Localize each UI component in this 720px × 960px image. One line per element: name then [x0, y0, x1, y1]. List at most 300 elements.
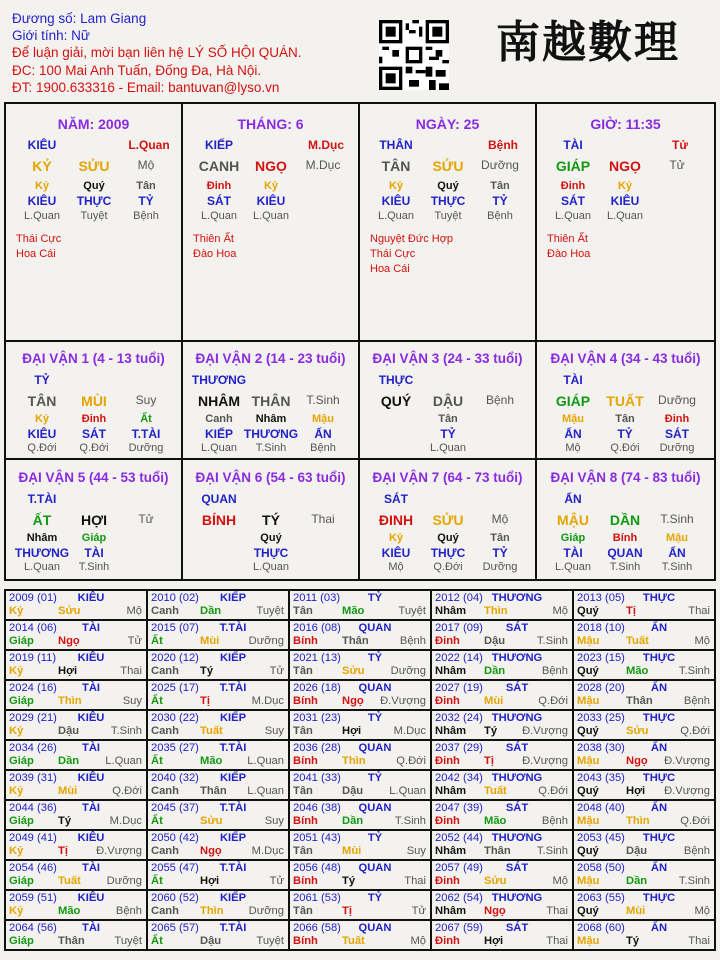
year-stage: Tuyệt	[256, 935, 284, 947]
year-cell	[573, 620, 715, 650]
year-chi: Dần	[484, 665, 506, 677]
year-stage: Thai	[688, 935, 710, 947]
year-can: Giáp	[9, 815, 34, 827]
dai-van-stage: Q.Đới	[610, 442, 640, 454]
year-can: Kỷ	[9, 725, 24, 737]
dai-van-can: GIÁP	[555, 393, 591, 409]
year-stage: M.Dục	[251, 845, 284, 857]
year-ten-god: KIÊU	[77, 772, 105, 784]
year-ten-god: T.TÀI	[219, 802, 247, 814]
year-label: 2030 (22)	[151, 712, 199, 724]
dai-van-top: THỰC	[378, 373, 414, 387]
year-label: 2020 (12)	[151, 652, 199, 664]
year-chi: Dần	[200, 605, 222, 617]
pillar-note: Nguyệt Đức Hợp	[370, 233, 454, 245]
year-ten-god: ẤN	[650, 862, 668, 874]
year-stage: Bệnh	[541, 815, 568, 827]
year-label: 2065 (57)	[151, 922, 199, 934]
pillar-title: GIỜ: 11:35	[590, 116, 661, 132]
year-label: 2021 (13)	[293, 652, 341, 664]
year-cell	[5, 920, 147, 950]
pillar-can: GIÁP	[555, 158, 591, 174]
year-cell	[431, 800, 573, 830]
year-stage: Mộ	[694, 905, 710, 917]
year-chi: Hợi	[484, 935, 504, 947]
year-stage: Q.Đới	[538, 785, 568, 797]
year-chi: Mùi	[626, 905, 646, 917]
pillar-chi: NGỌ	[255, 158, 287, 174]
year-can: Kỷ	[9, 845, 24, 857]
year-chi: Tý	[200, 665, 214, 677]
pillar-top-right: Tử	[671, 138, 689, 152]
pillar-note: Thiên Ất	[193, 233, 234, 245]
year-chi: Tị	[626, 605, 636, 617]
dai-van-stage: T.Sinh	[609, 561, 641, 573]
year-ten-god: SÁT	[505, 622, 529, 634]
pillar-ten-god: KIÊU	[256, 194, 286, 208]
year-ten-god: KIẾP	[219, 652, 247, 664]
year-can: Nhâm	[435, 605, 467, 617]
year-chi: Ngọ	[58, 635, 80, 647]
year-label: 2023 (15)	[577, 652, 625, 664]
year-can: Đinh	[435, 875, 460, 887]
year-stage: Tử	[269, 875, 284, 887]
year-chi: Sửu	[626, 725, 649, 737]
dai-van-stage: T.Sinh	[255, 442, 287, 454]
year-stage: Tử	[127, 635, 142, 647]
year-ten-god: TÀI	[81, 802, 101, 814]
year-stage: Đ.Vượng	[380, 695, 426, 707]
year-cell	[147, 800, 289, 830]
year-can: Kỷ	[9, 665, 24, 677]
year-chi: Dần	[58, 755, 80, 767]
pillar-ten-god: TỶ	[492, 194, 508, 208]
dai-van-stage: L.Quan	[23, 561, 61, 573]
year-cell	[5, 710, 147, 740]
year-chi: Thìn	[200, 905, 224, 917]
pillar-chi: SỬU	[78, 158, 110, 174]
year-label: 2062 (54)	[435, 892, 483, 904]
dai-van-chi: DẬU	[432, 393, 464, 409]
pillar-ten-god: SÁT	[207, 194, 231, 208]
year-chi: Mùi	[200, 635, 220, 647]
year-cell	[289, 860, 431, 890]
year-can: Quý	[577, 845, 599, 857]
dai-van-top: SÁT	[384, 492, 408, 506]
year-chi: Dậu	[58, 725, 80, 737]
pillar-stage: Bệnh	[487, 210, 513, 222]
dai-van-title: ĐẠI VẬN 5 (44 - 53 tuổi)	[18, 470, 169, 485]
pillar-ten-god: THỰC	[76, 194, 112, 208]
dai-van-stage: L.Quan	[429, 442, 467, 454]
year-ten-god: KIẾP	[219, 712, 247, 724]
dai-van-ten-god: TỶ	[440, 427, 456, 441]
year-label: 2068 (60)	[577, 922, 625, 934]
year-stage: Dưỡng	[248, 635, 284, 647]
year-ten-god: T.TÀI	[219, 742, 247, 754]
year-can: Bính	[293, 815, 318, 827]
dai-van-chi: TÝ	[262, 512, 280, 528]
year-chi: Thìn	[484, 605, 508, 617]
pillar-ten-god: KIÊU	[610, 194, 640, 208]
year-stage: Tuyệt	[114, 935, 142, 947]
pillar-0	[6, 104, 183, 340]
year-can: Canh	[151, 785, 179, 797]
year-can: Bính	[293, 755, 318, 767]
year-chi: Thân	[58, 935, 85, 947]
year-chi: Tị	[484, 755, 494, 767]
year-chi: Mão	[626, 665, 649, 677]
year-stage: Bệnh	[683, 695, 710, 707]
year-stage: M.Dục	[393, 725, 426, 737]
address: ĐC: 100 Mai Anh Tuấn, Đống Đa, Hà Nội.	[12, 62, 262, 78]
pillar-hidden-can: Quý	[437, 180, 459, 192]
year-label: 2052 (44)	[435, 832, 483, 844]
dai-van-title: ĐẠI VẬN 1 (4 - 13 tuổi)	[22, 351, 165, 366]
year-chi: Dần	[342, 815, 364, 827]
year-cell	[289, 710, 431, 740]
year-cell	[289, 800, 431, 830]
year-label: 2026 (18)	[293, 682, 341, 694]
year-cell	[431, 710, 573, 740]
dai-van-ten-god: ẤN	[668, 546, 686, 560]
year-ten-god: KIẾP	[219, 892, 247, 904]
year-stage: Thai	[546, 935, 568, 947]
dai-van-can: TÂN	[27, 393, 57, 409]
year-label: 2051 (43)	[293, 832, 341, 844]
year-ten-god: TỶ	[367, 832, 383, 844]
dai-van-stage: L.Quan	[200, 442, 238, 454]
year-stage: T.Sinh	[394, 815, 426, 827]
dai-van-hidden-can: Bính	[612, 532, 638, 544]
year-label: 2027 (19)	[435, 682, 483, 694]
year-stage: Mộ	[694, 635, 710, 647]
dai-van-chi-right: Mộ	[491, 512, 509, 526]
pillar-note: Thái Cực	[370, 248, 416, 260]
year-cell	[431, 590, 573, 620]
year-chi: Thân	[484, 845, 511, 857]
pillar-hidden-can: Kỷ	[34, 180, 50, 192]
pillar-chi: NGỌ	[609, 158, 641, 174]
dai-van-chi-right: T.Sinh	[306, 393, 340, 407]
dai-van-8	[537, 460, 714, 579]
year-cell	[147, 620, 289, 650]
year-chi: Tuất	[484, 785, 507, 797]
dai-van-can: BÍNH	[201, 512, 237, 528]
year-can: Nhâm	[435, 725, 467, 737]
dai-van-stage: T.Sinh	[661, 561, 693, 573]
dai-van-ten-god: THƯƠNG	[243, 427, 299, 441]
year-cell	[573, 920, 715, 950]
gender: Giới tính: Nữ	[12, 28, 90, 44]
year-label: 2013 (05)	[577, 592, 625, 604]
year-ten-god: TÀI	[81, 742, 101, 754]
pillar-chi-right: Mộ	[137, 158, 155, 172]
pillar-ten-god: THỰC	[430, 194, 466, 208]
year-chi: Tị	[58, 845, 68, 857]
year-ten-god: TÀI	[81, 622, 101, 634]
year-label: 2039 (31)	[9, 772, 57, 784]
dai-van-7	[360, 460, 537, 579]
year-stage: Mộ	[552, 605, 568, 617]
year-label: 2016 (08)	[293, 622, 341, 634]
year-label: 2053 (45)	[577, 832, 625, 844]
year-can: Ất	[151, 755, 163, 767]
dai-van-title: ĐẠI VẬN 2 (14 - 23 tuổi)	[195, 351, 346, 366]
year-ten-god: THỰC	[642, 592, 676, 604]
year-label: 2029 (21)	[9, 712, 57, 724]
pillar-top-right: M.Dục	[308, 138, 344, 152]
dai-van-ten-god: T.TÀI	[131, 427, 161, 441]
year-cell	[147, 830, 289, 860]
dai-van-ten-god: THỰC	[430, 546, 466, 560]
year-ten-god: SÁT	[505, 802, 529, 814]
year-can: Ất	[151, 815, 163, 827]
year-can: Canh	[151, 725, 179, 737]
year-can: Bính	[293, 695, 318, 707]
year-ten-god: TỶ	[367, 712, 383, 724]
year-ten-god: KIÊU	[77, 592, 105, 604]
year-can: Tân	[293, 665, 313, 677]
year-ten-god: KIÊU	[77, 892, 105, 904]
dai-van-chi: TUẤT	[606, 393, 644, 409]
year-label: 2061 (53)	[293, 892, 341, 904]
year-chi: Sửu	[484, 875, 507, 887]
year-label: 2056 (48)	[293, 862, 341, 874]
year-ten-god: TÀI	[81, 682, 101, 694]
dai-van-chi: SỬU	[432, 512, 464, 528]
year-can: Giáp	[9, 875, 34, 887]
dai-van-4	[537, 341, 714, 460]
pillar-stage: L.Quan	[377, 210, 415, 222]
year-cell	[5, 620, 147, 650]
year-can: Ất	[151, 875, 163, 887]
year-can: Mậu	[577, 695, 600, 707]
year-ten-god: THƯƠNG	[491, 772, 543, 784]
dai-van-hidden-can: Ất	[140, 413, 152, 425]
dai-van-hidden-can: Quý	[260, 532, 282, 544]
year-chi: Hợi	[58, 665, 78, 677]
year-cell	[289, 890, 431, 920]
year-ten-god: KIÊU	[77, 652, 105, 664]
year-stage: Dưỡng	[390, 665, 426, 677]
pillar-chi-right: Tử	[669, 158, 685, 172]
year-cell	[289, 680, 431, 710]
year-can: Giáp	[9, 695, 34, 707]
year-label: 2036 (28)	[293, 742, 341, 754]
dai-van-top: THƯƠNG	[191, 373, 247, 387]
year-can: Bính	[293, 935, 318, 947]
year-chi: Hợi	[626, 785, 646, 797]
dai-van-hidden-can: Mậu	[312, 413, 334, 425]
year-stage: Đ.Vượng	[96, 845, 142, 857]
year-label: 2057 (49)	[435, 862, 483, 874]
year-cell	[431, 680, 573, 710]
dai-van-ten-god: TỶ	[617, 427, 633, 441]
year-stage: Tử	[411, 905, 426, 917]
year-stage: Suy	[264, 815, 284, 827]
year-label: 2067 (59)	[435, 922, 483, 934]
year-chi: Tị	[342, 905, 352, 917]
year-chi: Mão	[484, 815, 507, 827]
year-label: 2019 (11)	[9, 652, 57, 664]
year-cell	[5, 890, 147, 920]
year-cell	[147, 890, 289, 920]
year-label: 2028 (20)	[577, 682, 625, 694]
year-stage: Tử	[269, 665, 284, 677]
year-label: 2022 (14)	[435, 652, 483, 664]
year-chi: Sửu	[200, 815, 223, 827]
dai-van-stage: Dưỡng	[659, 442, 695, 454]
year-stage: Bệnh	[541, 665, 568, 677]
dai-van-chi: MÙI	[81, 393, 107, 409]
year-ten-god: QUAN	[358, 682, 392, 694]
dai-van-table	[4, 341, 716, 581]
year-cell	[289, 650, 431, 680]
year-label: 2032 (24)	[435, 712, 483, 724]
year-cell	[573, 800, 715, 830]
dai-van-stage: Mộ	[565, 442, 581, 454]
pillar-title: THÁNG: 6	[237, 116, 304, 132]
year-chi: Dậu	[484, 635, 506, 647]
dai-van-ten-god: TÀI	[563, 546, 583, 560]
dai-van-ten-god: KIÊU	[381, 546, 411, 560]
year-stage: Bệnh	[115, 905, 142, 917]
year-can: Quý	[577, 605, 599, 617]
year-label: 2018 (10)	[577, 622, 625, 634]
year-ten-god: TỶ	[367, 592, 383, 604]
year-ten-god: THỰC	[642, 832, 676, 844]
dai-van-chi-right: Suy	[135, 393, 157, 407]
dai-van-ten-god: TỶ	[492, 546, 508, 560]
year-can: Nhâm	[435, 845, 467, 857]
year-cell	[431, 890, 573, 920]
year-can: Canh	[151, 845, 179, 857]
dai-van-can: ĐINH	[378, 512, 414, 528]
year-ten-god: TỶ	[367, 772, 383, 784]
dai-van-stage: T.Sinh	[78, 561, 110, 573]
dai-van-top: TỶ	[34, 373, 50, 387]
year-label: 2048 (40)	[577, 802, 625, 814]
pillar-chi-right: Dưỡng	[481, 158, 519, 172]
year-stage: L.Quan	[389, 785, 426, 797]
pillar-stage: L.Quan	[252, 210, 290, 222]
dai-van-hidden-can: Đinh	[664, 413, 690, 425]
year-stage: Dưỡng	[248, 905, 284, 917]
year-chi: Ngọ	[200, 845, 222, 857]
dai-van-title: ĐẠI VẬN 7 (64 - 73 tuổi)	[372, 470, 523, 485]
dai-van-ten-god: KIẾP	[204, 427, 233, 441]
year-chi: Thìn	[58, 695, 82, 707]
dai-van-top: ẤN	[564, 492, 582, 506]
pillar-ten-god: SÁT	[561, 194, 585, 208]
year-chi: Thìn	[342, 755, 366, 767]
year-can: Quý	[577, 665, 599, 677]
year-cell	[431, 920, 573, 950]
year-label: 2055 (47)	[151, 862, 199, 874]
year-cell	[573, 710, 715, 740]
year-stage: M.Dục	[109, 815, 142, 827]
year-ten-god: TỶ	[367, 892, 383, 904]
year-stage: T.Sinh	[536, 845, 568, 857]
year-label: 2043 (35)	[577, 772, 625, 784]
year-cell	[573, 860, 715, 890]
year-stage: Bệnh	[399, 635, 426, 647]
year-cell	[289, 920, 431, 950]
year-can: Đinh	[435, 755, 460, 767]
year-chi: Dậu	[626, 845, 648, 857]
dai-van-ten-god: ẤN	[564, 427, 582, 441]
year-chi: Ngọ	[626, 755, 648, 767]
year-label: 2047 (39)	[435, 802, 483, 814]
dai-van-ten-god: THƯƠNG	[14, 546, 70, 560]
year-label: 2050 (42)	[151, 832, 199, 844]
year-can: Bính	[293, 875, 318, 887]
year-ten-god: TỶ	[367, 652, 383, 664]
year-can: Quý	[577, 785, 599, 797]
dai-van-hidden-can: Kỷ	[34, 413, 50, 425]
year-stage: Mộ	[126, 605, 142, 617]
year-label: 2038 (30)	[577, 742, 625, 754]
year-stage: Q.Đới	[396, 755, 426, 767]
pillar-3	[537, 104, 714, 340]
year-stage: Thai	[546, 905, 568, 917]
year-label: 2012 (04)	[435, 592, 483, 604]
year-cell	[5, 830, 147, 860]
year-can: Kỷ	[9, 905, 24, 917]
year-label: 2014 (06)	[9, 622, 57, 634]
dai-van-hidden-can: Giáp	[560, 532, 586, 544]
year-can: Nhâm	[435, 785, 467, 797]
pillar-chi-right: M.Dục	[305, 158, 341, 172]
year-ten-god: SÁT	[505, 682, 529, 694]
year-label: 2044 (36)	[9, 802, 57, 814]
pillar-top-left: THÂN	[379, 138, 413, 152]
year-cell	[573, 770, 715, 800]
year-ten-god: T.TÀI	[219, 622, 247, 634]
year-stage: Dưỡng	[106, 875, 142, 887]
year-can: Nhâm	[435, 905, 467, 917]
year-can: Tân	[293, 725, 313, 737]
year-ten-god: THỰC	[642, 712, 676, 724]
dai-van-title: ĐẠI VẬN 6 (54 - 63 tuổi)	[195, 470, 346, 485]
year-stage: Đ.Vượng	[522, 725, 568, 737]
dai-van-hidden-can: Quý	[437, 532, 459, 544]
year-chi: Mão	[200, 755, 223, 767]
year-stage: Q.Đới	[538, 695, 568, 707]
dai-van-chi: THÂN	[251, 393, 291, 409]
year-ten-god: SÁT	[505, 922, 529, 934]
year-cell	[573, 890, 715, 920]
pillar-can: KỶ	[32, 158, 52, 174]
pillar-ten-god: KIÊU	[381, 194, 411, 208]
year-chi: Mão	[58, 905, 81, 917]
year-label: 2025 (17)	[151, 682, 199, 694]
year-ten-god: THỰC	[642, 652, 676, 664]
dai-van-hidden-can: Kỷ	[388, 532, 404, 544]
pillar-top-right: Bệnh	[488, 138, 518, 152]
dai-van-chi-right: Dưỡng	[658, 393, 696, 407]
dai-van-hidden-can: Nhâm	[26, 532, 58, 544]
year-cell	[5, 650, 147, 680]
dai-van-title: ĐẠI VẬN 8 (74 - 83 tuổi)	[550, 470, 701, 485]
year-cell	[431, 830, 573, 860]
pillar-stage: L.Quan	[200, 210, 238, 222]
year-label: 2035 (27)	[151, 742, 199, 754]
year-ten-god: TÀI	[81, 922, 101, 934]
pillar-title: NĂM: 2009	[57, 116, 130, 132]
year-ten-god: THƯƠNG	[491, 592, 543, 604]
